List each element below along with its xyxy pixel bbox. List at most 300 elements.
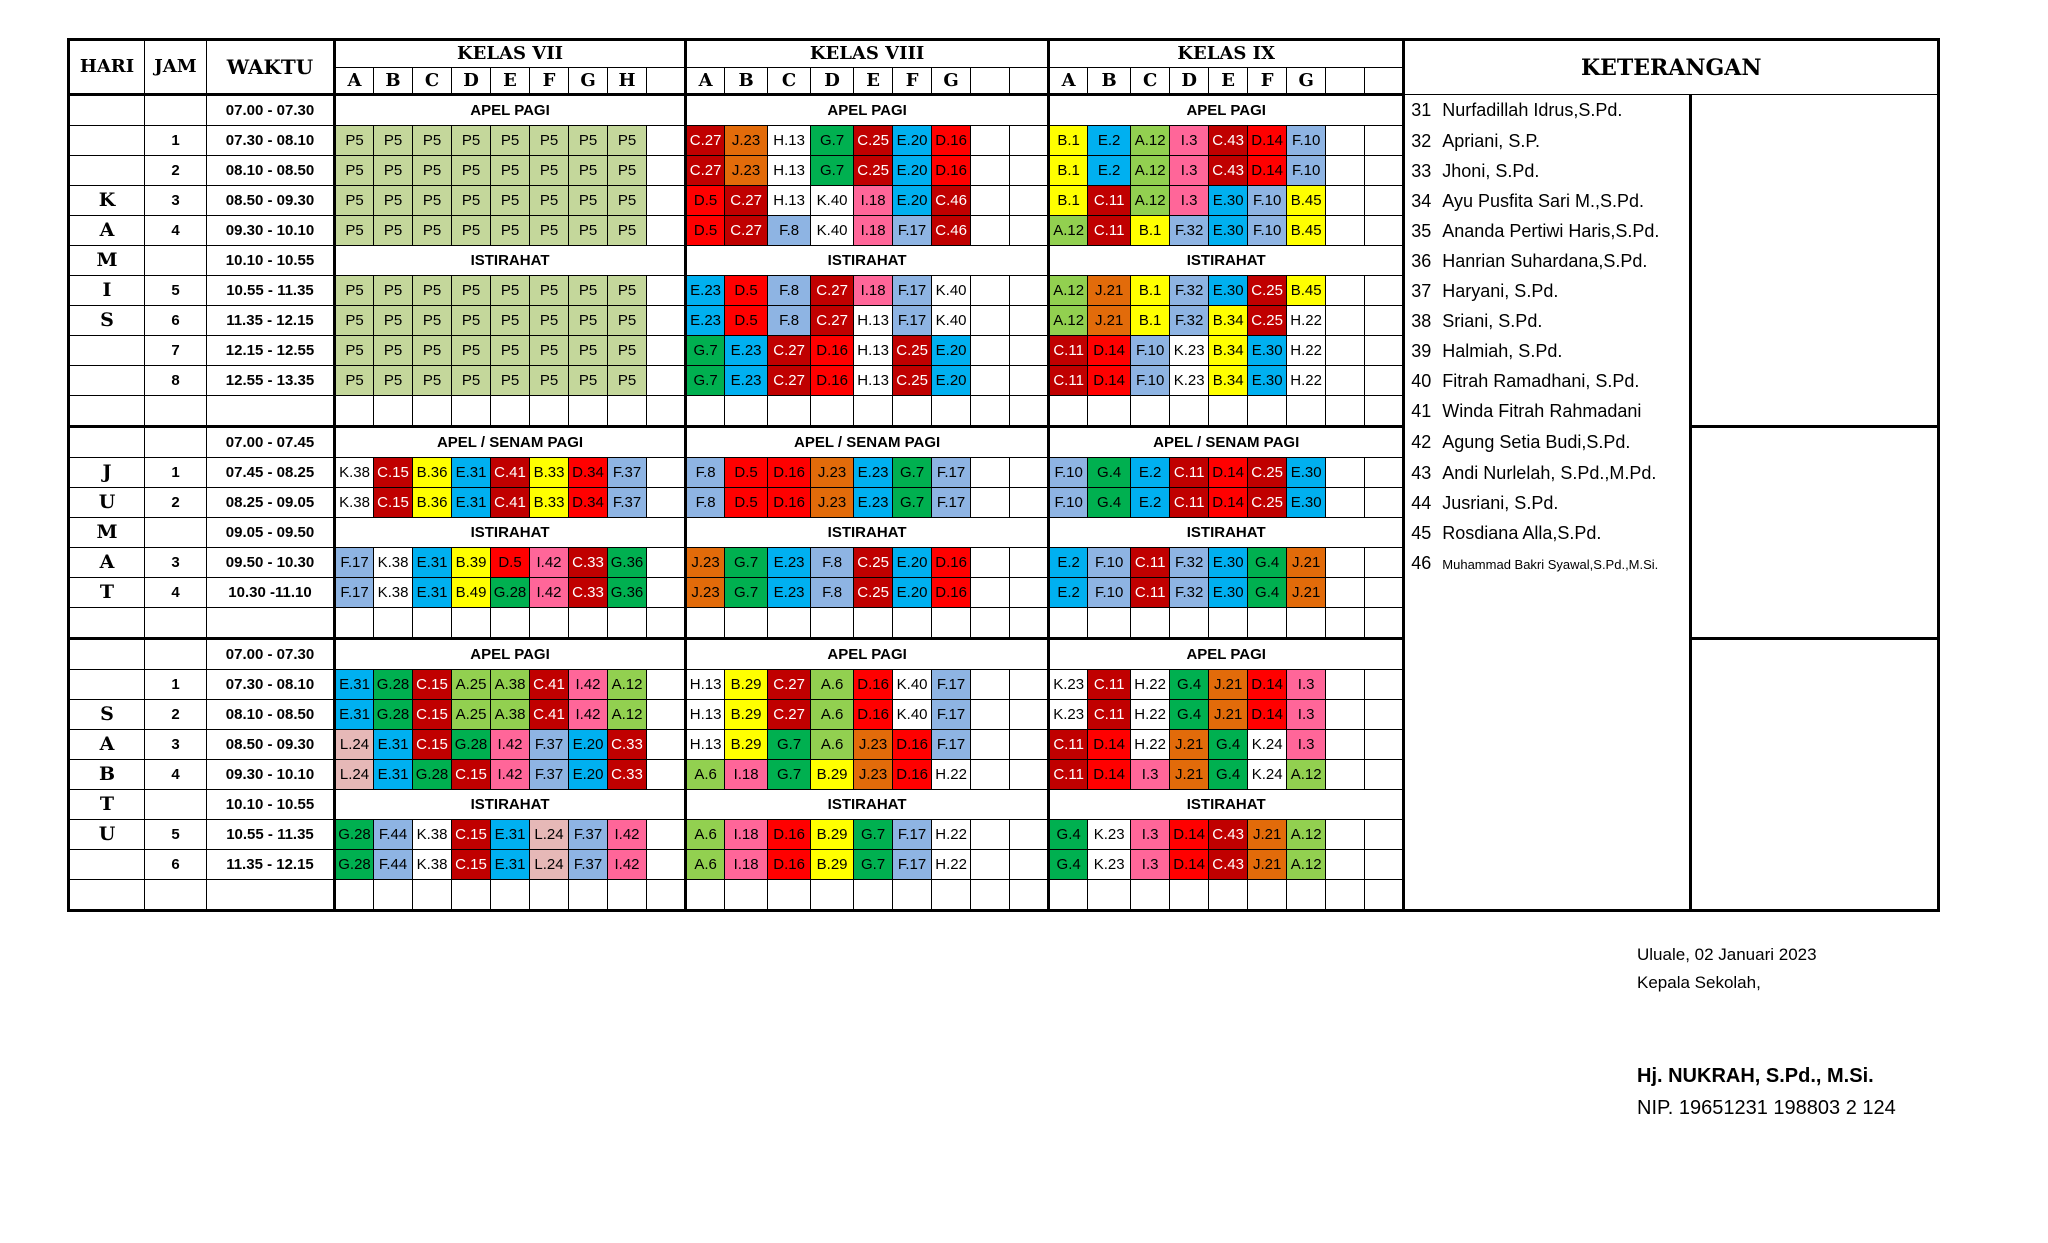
- empty-cell: [1326, 880, 1365, 911]
- subject-cell: A.6: [686, 820, 725, 850]
- subject-cell: F.10: [1287, 126, 1326, 156]
- empty-cell: [971, 186, 1010, 216]
- subject-cell: C.11: [1170, 458, 1209, 488]
- day-letter: A: [69, 548, 145, 578]
- subject-cell: P5: [569, 366, 608, 396]
- teacher-entry: [1404, 427, 1691, 458]
- empty-cell: [932, 608, 971, 639]
- subject-cell: A.12: [608, 700, 647, 730]
- empty-cell: [1365, 670, 1404, 700]
- subject-cell: E.23: [686, 306, 725, 336]
- subject-cell: D.16: [811, 366, 854, 396]
- subject-cell: B.33: [530, 488, 569, 518]
- subject-cell: F.8: [811, 578, 854, 608]
- subject-cell: P5: [608, 336, 647, 366]
- day-letter: A: [69, 216, 145, 246]
- empty-cell: [686, 396, 725, 427]
- jam-cell: 7: [145, 336, 207, 366]
- subject-cell: A.12: [1131, 126, 1170, 156]
- subject-cell: J.21: [1170, 730, 1209, 760]
- banner-cell: ISTIRAHAT: [1049, 790, 1404, 820]
- teacher-name: Muhammad Bakri Syawal,S.Pd.,M.Si.: [1442, 556, 1659, 572]
- subject-cell: P5: [569, 306, 608, 336]
- banner-cell: ISTIRAHAT: [335, 246, 686, 276]
- empty-cell: [1365, 156, 1404, 186]
- subject-cell: D.14: [1170, 850, 1209, 880]
- subject-cell: L.24: [530, 820, 569, 850]
- subject-cell: P5: [413, 126, 452, 156]
- subject-cell: F.17: [335, 548, 374, 578]
- subject-cell: H.13: [686, 670, 725, 700]
- subject-cell: H.22: [1131, 700, 1170, 730]
- empty-cell: [1691, 126, 1939, 156]
- empty-cell: [1010, 396, 1049, 427]
- teacher-entry: [1404, 95, 1691, 126]
- jam-cell: [145, 95, 207, 126]
- subject-cell: D.5: [686, 216, 725, 246]
- empty-cell: [452, 608, 491, 639]
- subject-cell: E.31: [491, 850, 530, 880]
- subject-cell: G.28: [413, 760, 452, 790]
- empty-cell: [932, 880, 971, 911]
- empty-cell: [1326, 276, 1365, 306]
- empty-cell: [647, 730, 686, 760]
- day-letter: [69, 336, 145, 366]
- subject-cell: C.15: [374, 458, 413, 488]
- teacher-number: 31: [1411, 100, 1432, 121]
- subject-cell: P5: [452, 156, 491, 186]
- subject-cell: A.12: [1287, 820, 1326, 850]
- subject-cell: E.20: [893, 578, 932, 608]
- subject-cell: C.25: [893, 336, 932, 366]
- subject-cell: D.16: [768, 488, 811, 518]
- empty-cell: [569, 608, 608, 639]
- empty-cell: [1691, 488, 1939, 518]
- subject-cell: C.27: [811, 276, 854, 306]
- empty-cell: [971, 880, 1010, 911]
- empty-cell: [1691, 730, 1939, 760]
- day-letter: [69, 126, 145, 156]
- teacher-name: Apriani, S.P.: [1442, 130, 1541, 151]
- subject-cell: A.6: [686, 850, 725, 880]
- empty-cell: [207, 880, 335, 911]
- subject-cell: D.16: [932, 156, 971, 186]
- subject-cell: K.23: [1170, 366, 1209, 396]
- subject-cell: F.17: [335, 578, 374, 608]
- teacher-entry: [1404, 216, 1691, 246]
- subject-cell: B.45: [1287, 276, 1326, 306]
- waktu-cell: 07.30 - 08.10: [207, 670, 335, 700]
- subject-cell: P5: [569, 186, 608, 216]
- subject-cell: C.25: [1248, 306, 1287, 336]
- empty-cell: [971, 68, 1010, 95]
- subject-cell: K.38: [374, 548, 413, 578]
- empty-cell: [971, 548, 1010, 578]
- subject-cell: F.17: [932, 730, 971, 760]
- jam-cell: 2: [145, 700, 207, 730]
- subject-cell: G.4: [1248, 578, 1287, 608]
- subject-cell: G.4: [1049, 820, 1088, 850]
- subject-cell: J.23: [725, 126, 768, 156]
- subject-cell: F.8: [686, 488, 725, 518]
- empty-cell: [1404, 608, 1691, 639]
- subject-cell: F.17: [932, 458, 971, 488]
- subject-cell: P5: [530, 276, 569, 306]
- subject-cell: A.12: [1049, 276, 1088, 306]
- waktu-cell: 07.00 - 07.30: [207, 95, 335, 126]
- empty-cell: [725, 608, 768, 639]
- waktu-cell: 07.45 - 08.25: [207, 458, 335, 488]
- subject-cell: F.37: [608, 458, 647, 488]
- empty-cell: [1404, 578, 1691, 608]
- teacher-number: 33: [1411, 160, 1432, 181]
- jam-cell: 6: [145, 306, 207, 336]
- jam-cell: 2: [145, 488, 207, 518]
- subject-cell: K.40: [893, 700, 932, 730]
- subject-cell: B.29: [811, 820, 854, 850]
- subject-cell: E.20: [893, 156, 932, 186]
- jam-cell: 4: [145, 760, 207, 790]
- subject-cell: G.4: [1209, 730, 1248, 760]
- subject-cell: G.4: [1248, 548, 1287, 578]
- empty-cell: [1049, 396, 1088, 427]
- subject-cell: F.44: [374, 850, 413, 880]
- subject-cell: E.31: [374, 730, 413, 760]
- jam-header: JAM: [145, 40, 207, 95]
- empty-cell: [1365, 578, 1404, 608]
- subject-cell: E.31: [491, 820, 530, 850]
- subject-cell: F.32: [1170, 306, 1209, 336]
- banner-cell: ISTIRAHAT: [1049, 246, 1404, 276]
- teacher-entry: [1404, 366, 1691, 396]
- empty-cell: [725, 396, 768, 427]
- empty-cell: [569, 396, 608, 427]
- subject-cell: C.43: [1209, 820, 1248, 850]
- empty-cell: [1170, 880, 1209, 911]
- subject-cell: I.3: [1170, 186, 1209, 216]
- subject-cell: F.17: [893, 820, 932, 850]
- empty-cell: [530, 608, 569, 639]
- empty-cell: [1010, 458, 1049, 488]
- subject-cell: J.23: [725, 156, 768, 186]
- subject-cell: A.6: [811, 670, 854, 700]
- subject-cell: C.25: [854, 578, 893, 608]
- empty-cell: [1691, 95, 1939, 126]
- day-letter: [69, 396, 145, 427]
- day-letter: [69, 366, 145, 396]
- subject-cell: P5: [335, 276, 374, 306]
- subject-cell: H.22: [932, 850, 971, 880]
- teacher-entry: [1404, 276, 1691, 306]
- empty-cell: [452, 880, 491, 911]
- subject-cell: P5: [530, 186, 569, 216]
- subject-cell: I.18: [854, 276, 893, 306]
- subject-cell: B.1: [1049, 156, 1088, 186]
- empty-cell: [1010, 366, 1049, 396]
- subject-cell: P5: [530, 216, 569, 246]
- subject-cell: I.18: [854, 216, 893, 246]
- signature-place-date: Uluale, 02 Januari 2023: [1637, 945, 1817, 964]
- subject-cell: P5: [374, 216, 413, 246]
- subject-cell: C.11: [1049, 760, 1088, 790]
- teacher-number: 36: [1411, 250, 1432, 271]
- subject-cell: H.13: [686, 700, 725, 730]
- empty-cell: [1326, 730, 1365, 760]
- teacher-number: 46: [1411, 552, 1432, 573]
- subject-cell: B.1: [1049, 186, 1088, 216]
- day-letter: [69, 850, 145, 880]
- empty-cell: [971, 488, 1010, 518]
- empty-cell: [1010, 68, 1049, 95]
- subject-cell: K.24: [1248, 730, 1287, 760]
- jam-cell: 6: [145, 850, 207, 880]
- empty-cell: [1131, 396, 1170, 427]
- subject-cell: K.23: [1049, 700, 1088, 730]
- empty-cell: [374, 608, 413, 639]
- subject-cell: D.16: [811, 336, 854, 366]
- subject-cell: F.10: [1287, 156, 1326, 186]
- subject-cell: G.4: [1049, 850, 1088, 880]
- subject-cell: C.43: [1209, 850, 1248, 880]
- subject-cell: C.25: [854, 548, 893, 578]
- empty-cell: [1691, 246, 1939, 276]
- jam-cell: 4: [145, 216, 207, 246]
- subject-cell: I.3: [1170, 156, 1209, 186]
- subject-cell: P5: [452, 216, 491, 246]
- empty-cell: [1326, 700, 1365, 730]
- subject-cell: D.5: [725, 306, 768, 336]
- teacher-number: 32: [1411, 130, 1432, 151]
- empty-cell: [1326, 548, 1365, 578]
- subject-cell: C.33: [608, 760, 647, 790]
- subject-cell: C.33: [569, 548, 608, 578]
- empty-cell: [452, 396, 491, 427]
- empty-cell: [1326, 760, 1365, 790]
- teacher-number: 37: [1411, 280, 1432, 301]
- subject-cell: E.30: [1248, 336, 1287, 366]
- teacher-name: Winda Fitrah Rahmadani: [1442, 401, 1642, 421]
- subject-cell: A.12: [1049, 306, 1088, 336]
- teacher-name: Halmiah, S.Pd.: [1442, 340, 1563, 361]
- subject-cell: C.33: [569, 578, 608, 608]
- subject-cell: H.13: [854, 306, 893, 336]
- subject-cell: P5: [530, 366, 569, 396]
- empty-cell: [1404, 670, 1691, 700]
- subject-cell: I.18: [725, 850, 768, 880]
- subject-cell: C.15: [413, 670, 452, 700]
- subject-cell: D.14: [1248, 156, 1287, 186]
- empty-cell: [1404, 880, 1691, 911]
- empty-cell: [1326, 216, 1365, 246]
- empty-cell: [686, 880, 725, 911]
- subject-cell: C.41: [491, 488, 530, 518]
- empty-cell: [1365, 820, 1404, 850]
- empty-cell: [647, 126, 686, 156]
- subject-cell: K.40: [811, 216, 854, 246]
- subject-cell: B.1: [1049, 126, 1088, 156]
- day-letter: T: [69, 578, 145, 608]
- subject-cell: P5: [413, 306, 452, 336]
- subject-cell: F.37: [530, 760, 569, 790]
- empty-cell: [971, 216, 1010, 246]
- subject-cell: I.42: [530, 578, 569, 608]
- jam-cell: 5: [145, 820, 207, 850]
- subject-cell: J.21: [1088, 306, 1131, 336]
- subject-cell: P5: [413, 366, 452, 396]
- subject-cell: C.43: [1209, 156, 1248, 186]
- jam-cell: 3: [145, 548, 207, 578]
- empty-cell: [374, 880, 413, 911]
- subject-cell: B.29: [811, 850, 854, 880]
- subject-cell: K.40: [811, 186, 854, 216]
- subject-cell: I.3: [1287, 700, 1326, 730]
- jam-cell: [145, 518, 207, 548]
- subject-cell: C.25: [1248, 458, 1287, 488]
- empty-cell: [647, 336, 686, 366]
- subject-cell: P5: [452, 336, 491, 366]
- subject-cell: A.6: [686, 760, 725, 790]
- subject-cell: C.46: [932, 186, 971, 216]
- jam-cell: 5: [145, 276, 207, 306]
- subject-cell: A.12: [1049, 216, 1088, 246]
- subject-cell: F.32: [1170, 548, 1209, 578]
- subject-cell: J.23: [811, 488, 854, 518]
- subject-cell: P5: [374, 156, 413, 186]
- subject-cell: E.31: [335, 670, 374, 700]
- banner-cell: APEL PAGI: [1049, 95, 1404, 126]
- empty-cell: [1691, 850, 1939, 880]
- empty-cell: [1209, 396, 1248, 427]
- subject-cell: P5: [452, 276, 491, 306]
- subject-cell: F.32: [1170, 578, 1209, 608]
- subject-cell: H.13: [768, 126, 811, 156]
- subject-cell: D.14: [1088, 760, 1131, 790]
- class-letter-header: F: [530, 68, 569, 95]
- day-letter: [69, 95, 145, 126]
- class-group-header: KELAS IX: [1049, 40, 1404, 68]
- subject-cell: B.33: [530, 458, 569, 488]
- signature-block: [1637, 945, 1817, 993]
- jam-cell: 1: [145, 458, 207, 488]
- empty-cell: [1365, 548, 1404, 578]
- subject-cell: H.13: [854, 336, 893, 366]
- waktu-cell: 10.10 - 10.55: [207, 790, 335, 820]
- empty-cell: [1404, 790, 1691, 820]
- day-letter: U: [69, 488, 145, 518]
- subject-cell: E.23: [854, 458, 893, 488]
- subject-cell: H.22: [932, 760, 971, 790]
- subject-cell: J.23: [854, 730, 893, 760]
- empty-cell: [647, 850, 686, 880]
- subject-cell: I.3: [1131, 820, 1170, 850]
- empty-cell: [1287, 880, 1326, 911]
- subject-cell: C.25: [854, 156, 893, 186]
- subject-cell: A.38: [491, 700, 530, 730]
- empty-cell: [1326, 126, 1365, 156]
- empty-cell: [1404, 730, 1691, 760]
- class-group-header: KELAS VII: [335, 40, 686, 68]
- subject-cell: L.24: [335, 760, 374, 790]
- empty-cell: [647, 306, 686, 336]
- empty-cell: [1365, 68, 1404, 95]
- banner-cell: ISTIRAHAT: [686, 790, 1049, 820]
- subject-cell: G.7: [854, 850, 893, 880]
- class-letter-header: G: [1287, 68, 1326, 95]
- subject-cell: E.23: [854, 488, 893, 518]
- class-letter-header: F: [893, 68, 932, 95]
- empty-cell: [971, 670, 1010, 700]
- subject-cell: E.20: [893, 548, 932, 578]
- empty-cell: [530, 396, 569, 427]
- day-letter: T: [69, 790, 145, 820]
- teacher-name: Rosdiana Alla,S.Pd.: [1442, 522, 1602, 543]
- subject-cell: G.7: [768, 760, 811, 790]
- subject-cell: D.16: [854, 700, 893, 730]
- subject-cell: G.7: [725, 578, 768, 608]
- empty-cell: [725, 880, 768, 911]
- subject-cell: I.42: [491, 730, 530, 760]
- subject-cell: E.31: [413, 548, 452, 578]
- empty-cell: [971, 820, 1010, 850]
- empty-cell: [1326, 396, 1365, 427]
- empty-cell: [1691, 306, 1939, 336]
- day-letter: M: [69, 518, 145, 548]
- subject-cell: C.11: [1049, 730, 1088, 760]
- day-letter: [69, 880, 145, 911]
- waktu-cell: 09.50 - 10.30: [207, 548, 335, 578]
- empty-cell: [1010, 276, 1049, 306]
- empty-cell: [1691, 156, 1939, 186]
- empty-cell: [971, 578, 1010, 608]
- empty-cell: [1365, 880, 1404, 911]
- subject-cell: A.12: [1131, 156, 1170, 186]
- jam-cell: 8: [145, 366, 207, 396]
- subject-cell: A.25: [452, 670, 491, 700]
- subject-cell: E.31: [452, 488, 491, 518]
- subject-cell: P5: [374, 366, 413, 396]
- empty-cell: [1365, 608, 1404, 639]
- subject-cell: P5: [374, 336, 413, 366]
- subject-cell: F.32: [1170, 276, 1209, 306]
- subject-cell: P5: [491, 186, 530, 216]
- empty-cell: [1010, 760, 1049, 790]
- subject-cell: A.12: [1287, 850, 1326, 880]
- empty-cell: [932, 396, 971, 427]
- subject-cell: E.20: [569, 760, 608, 790]
- subject-cell: K.38: [374, 578, 413, 608]
- subject-cell: D.14: [1088, 336, 1131, 366]
- class-letter-header: D: [452, 68, 491, 95]
- jam-cell: [145, 790, 207, 820]
- subject-cell: C.43: [1209, 126, 1248, 156]
- subject-cell: I.42: [569, 700, 608, 730]
- subject-cell: P5: [569, 156, 608, 186]
- empty-cell: [1010, 336, 1049, 366]
- empty-cell: [971, 850, 1010, 880]
- subject-cell: D.5: [725, 458, 768, 488]
- subject-cell: G.7: [811, 126, 854, 156]
- empty-cell: [1365, 186, 1404, 216]
- empty-cell: [1010, 850, 1049, 880]
- empty-cell: [335, 396, 374, 427]
- subject-cell: E.30: [1287, 458, 1326, 488]
- subject-cell: P5: [491, 126, 530, 156]
- empty-cell: [608, 396, 647, 427]
- subject-cell: F.10: [1131, 336, 1170, 366]
- subject-cell: G.7: [811, 156, 854, 186]
- banner-cell: ISTIRAHAT: [686, 518, 1049, 548]
- empty-cell: [971, 458, 1010, 488]
